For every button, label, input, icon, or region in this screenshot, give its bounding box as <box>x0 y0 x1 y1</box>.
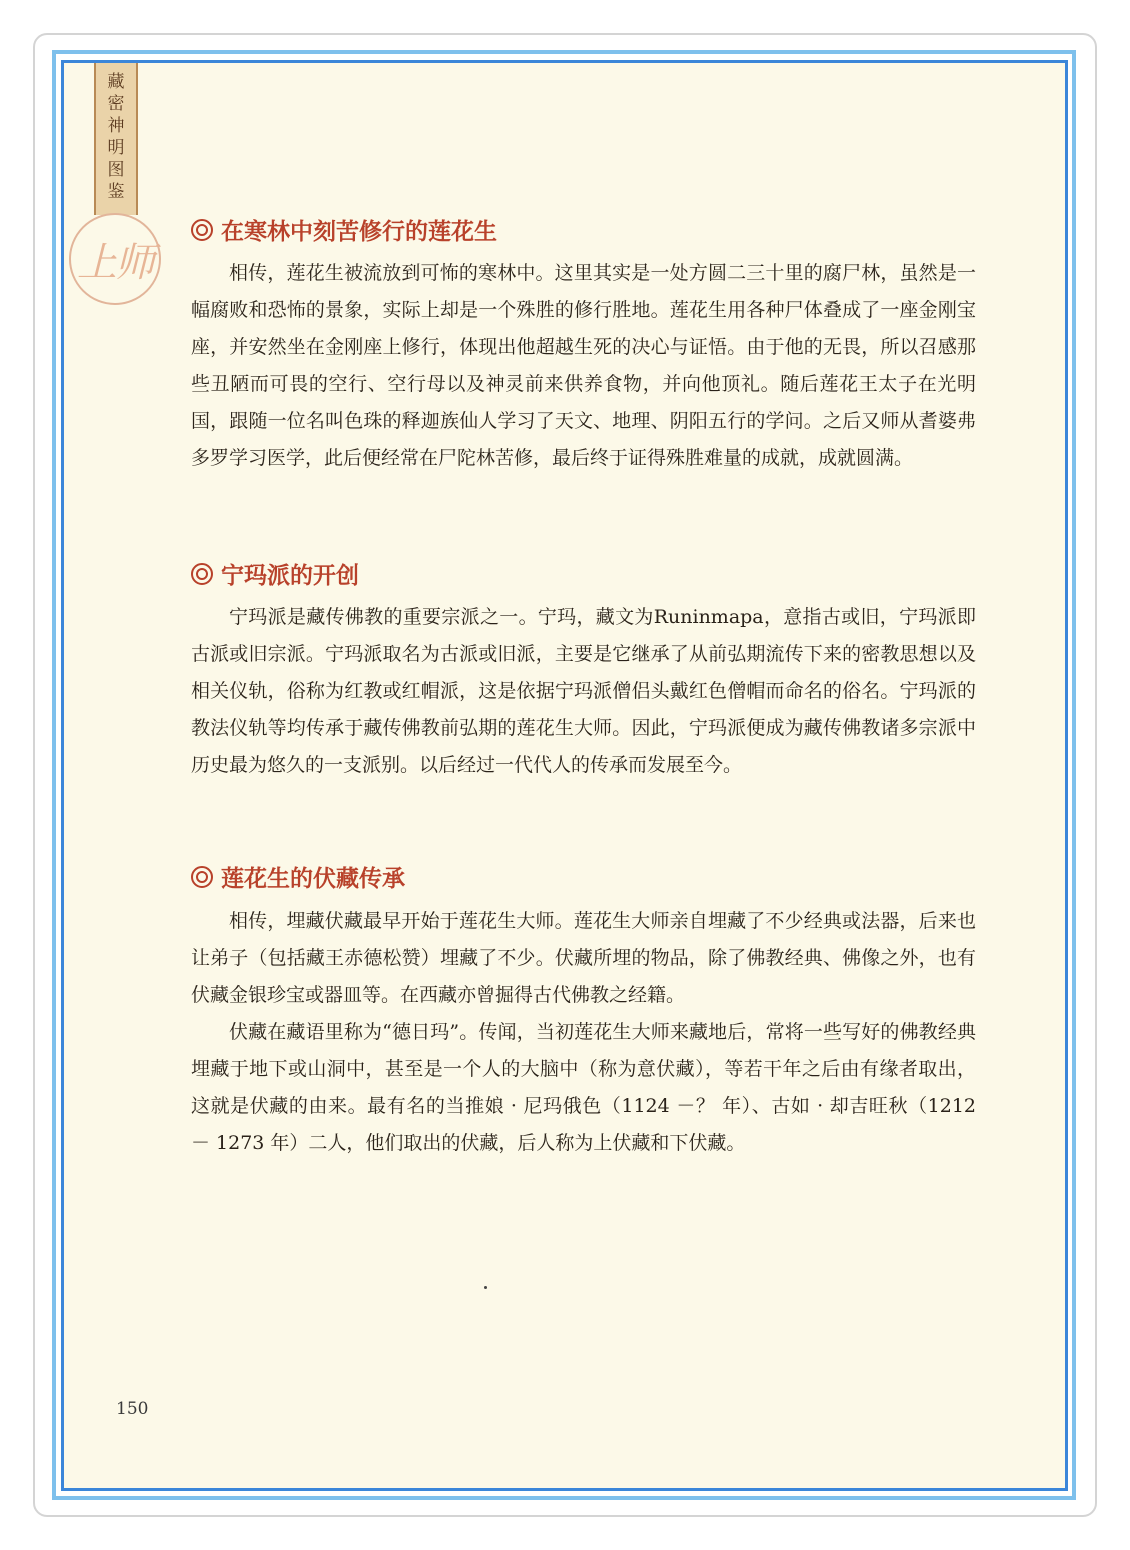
section-2-paragraph-1: 宁玛派是藏传佛教的重要宗派之一。宁玛，藏文为Runinmapa，意指古或旧，宁玛派即古派或旧宗派。宁玛派取名为古派或旧派，主要是它继承了从前弘期流传下来的密教思想以及相关仪轨，俗称为红教或红帽派，这是依据宁玛派僧侣头戴红色僧帽而命名的俗名。宁玛派的教法仪轨等均传承于藏传佛教前弘期的莲花生大师。因此，宁玛派便成为藏传佛教诸多宗派中历史最为悠久的一支派别。以后经过一代代人的传承而发展至今。 <box>191 606 976 776</box>
section-heading-3 <box>191 860 405 893</box>
double-circle-icon <box>191 219 213 241</box>
chapter-tab <box>94 60 138 215</box>
chapter-tab-label: 藏密神明图鉴 <box>107 72 125 202</box>
book-page <box>61 60 1068 1491</box>
seal-stamp <box>69 213 161 305</box>
double-circle-icon <box>191 866 213 888</box>
section-heading-1 <box>191 213 497 246</box>
section-3-paragraph-1: 相传，埋藏伏藏最早开始于莲花生大师。莲花生大师亲自埋藏了不少经典或法器，后来也让弟子（包括藏王赤德松赞）埋藏了不少。伏藏所埋的物品，除了佛教经典、佛像之外，也有伏藏金银珍宝或器皿等。在西藏亦曾掘得古代佛教之经籍。 <box>191 910 976 1006</box>
section-heading-2 <box>191 557 359 590</box>
section-3-paragraph-2: 伏藏在藏语里称为“德日玛”。传闻，当初莲花生大师来藏地后，常将一些写好的佛教经典埋藏于地下或山洞中，甚至是一个人的大脑中（称为意伏藏），等若干年之后由有缘者取出，这就是伏藏的由来。最有名的当推娘 · 尼玛俄色（1124 －？ 年）、古如 · 却吉旺秋（1212 － 1273 年）二人，他们取出的伏藏，后人称为上伏藏和下伏藏。 <box>191 1021 976 1154</box>
section-heading-text: 在寒林中刻苦修行的莲花生 <box>221 219 497 245</box>
double-circle-icon <box>191 563 213 585</box>
section-1-paragraph-1: 相传，莲花生被流放到可怖的寒林中。这里其实是一处方圆二三十里的腐尸林，虽然是一幅腐败和恐怖的景象，实际上却是一个殊胜的修行胜地。莲花生用各种尸体叠成了一座金刚宝座，并安然坐在金刚座上修行，体现出他超越生死的决心与证悟。由于他的无畏，所以召感那些丑陋而可畏的空行、空行母以及神灵前来供养食物，并向他顶礼。随后莲花王太子在光明国，跟随一位名叫色珠的释迦族仙人学习了天文、地理、阴阳五行的学问。之后又师从耆婆弗多罗学习医学，此后便经常在尸陀林苦修，最后终于证得殊胜难量的成就，成就圆满。 <box>191 262 976 469</box>
page-number: 150 <box>116 1399 149 1419</box>
section-heading-text: 莲花生的伏藏传承 <box>221 866 405 892</box>
print-speck <box>484 1286 487 1289</box>
section-heading-text: 宁玛派的开创 <box>221 563 359 589</box>
seal-text: 上师 <box>77 239 153 286</box>
